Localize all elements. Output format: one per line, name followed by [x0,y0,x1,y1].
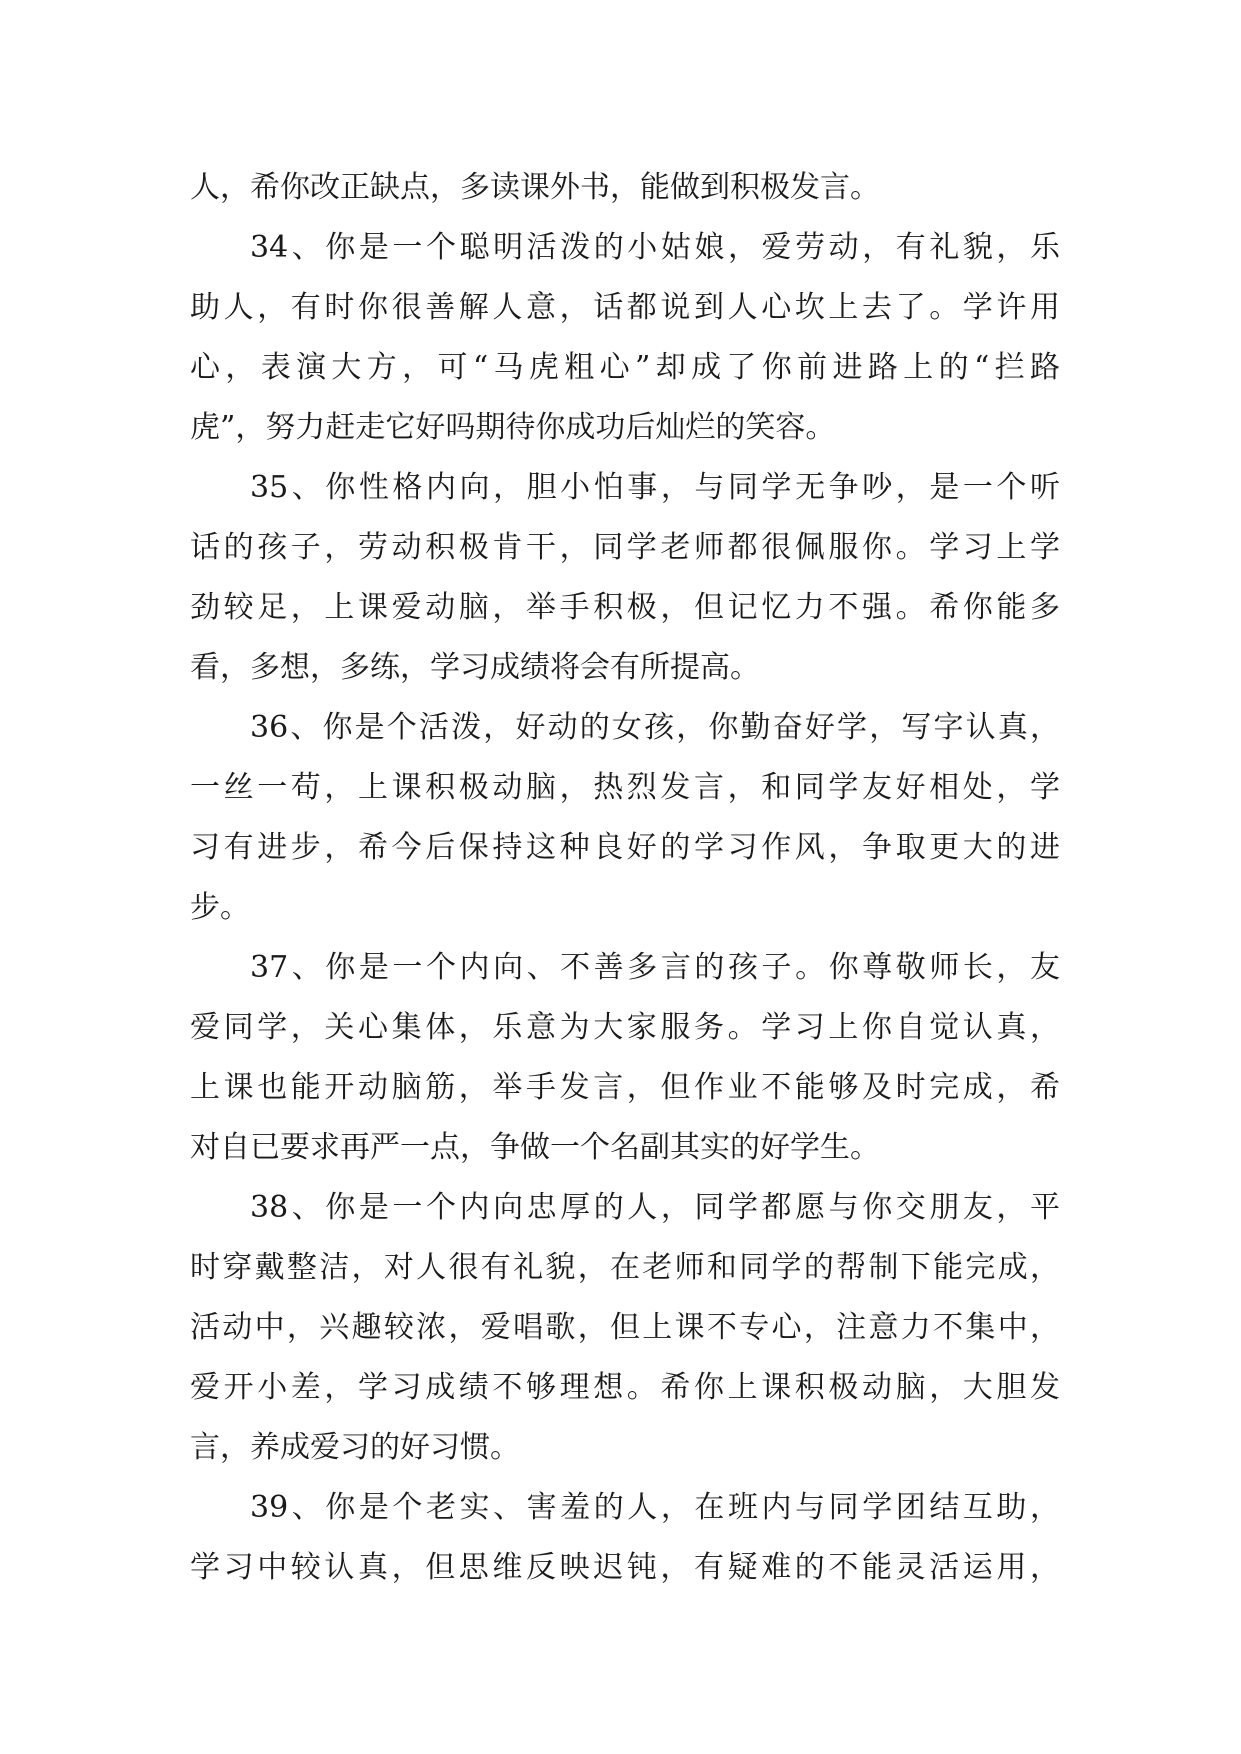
text-line: 39、你是个老实、害羞的人，在班内与同学团结互助， [250,1490,1060,1525]
text-line: 劲较足，上课爱动脑，举手积极，但记忆力不强。希你能多 [190,590,1060,625]
text-line: 爱开小差，学习成绩不够理想。希你上课积极动脑，大胆发 [190,1370,1060,1405]
text-line: 一丝一苟，上课积极动脑，热烈发言，和同学友好相处，学 [190,770,1060,805]
text-line: 人，希你改正缺点，多读课外书，能做到积极发言。 [190,170,880,205]
text-line: 话的孩子，劳动积极肯干，同学老师都很佩服你。学习上学 [190,530,1060,565]
text-line: 时穿戴整洁，对人很有礼貌，在老师和同学的帮制下能完成， [190,1250,1060,1285]
text-line: 言，养成爱习的好习惯。 [190,1430,520,1465]
text-line: 36、你是个活泼，好动的女孩，你勤奋好学，写字认真， [250,710,1060,745]
text-line: 上课也能开动脑筋，举手发言，但作业不能够及时完成，希 [190,1070,1060,1105]
text-line: 对自已要求再严一点，争做一个名副其实的好学生。 [190,1130,880,1165]
text-line: 35、你性格内向，胆小怕事，与同学无争吵，是一个听 [250,470,1060,505]
document-body [190,158,1060,1598]
text-line: 学习中较认真，但思维反映迟钝，有疑难的不能灵活运用， [190,1550,1060,1585]
text-line: 习有进步，希今后保持这种良好的学习作风，争取更大的进 [190,830,1060,865]
text-line: 34、你是一个聪明活泼的小姑娘，爱劳动，有礼貌，乐 [250,230,1060,265]
text-line: 38、你是一个内向忠厚的人，同学都愿与你交朋友，平 [250,1190,1060,1225]
text-line: 爱同学，关心集体，乐意为大家服务。学习上你自觉认真， [190,1010,1060,1045]
text-line: 助人，有时你很善解人意，话都说到人心坎上去了。学许用 [190,290,1060,325]
text-line: 看，多想，多练，学习成绩将会有所提高。 [190,650,760,685]
text-line: 活动中，兴趣较浓，爱唱歌，但上课不专心，注意力不集中， [190,1310,1060,1345]
text-line: 虎”，努力赶走它好吗期待你成功后灿烂的笑容。 [190,410,836,445]
text-line: 37、你是一个内向、不善多言的孩子。你尊敬师长，友 [250,950,1060,985]
text-line: 步。 [190,890,250,925]
text-line: 心，表演大方，可“马虎粗心”却成了你前进路上的“拦路 [190,350,1060,385]
